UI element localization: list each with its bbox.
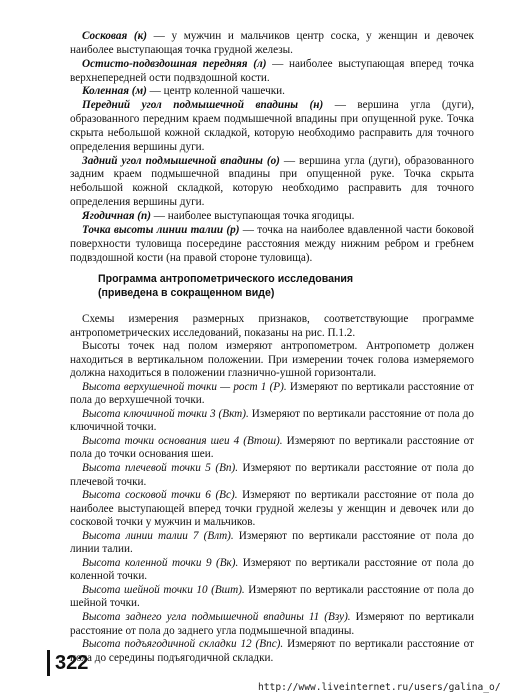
definition-term: Передний угол подмышечной впадины (н) xyxy=(82,99,324,112)
measurement-paragraph xyxy=(70,408,474,435)
measurement-paragraph xyxy=(70,584,474,611)
measurement-paragraph xyxy=(70,530,474,557)
measurement-term: Высота точки основания шеи 4 (Втош). xyxy=(82,434,283,447)
measurement-program xyxy=(70,313,474,665)
measurement-text: Измеряют по вертикали расстояние от пола до верхушечной точки. xyxy=(70,380,474,407)
measurement-paragraph xyxy=(70,611,474,638)
definition-text: — наиболее выступающая вперед точка верхнепередней ости подвздошной кости. xyxy=(70,57,474,84)
section-heading xyxy=(98,272,458,300)
definition-term: Остисто-подвздошная передняя (л) xyxy=(82,57,267,70)
definition-paragraph xyxy=(70,30,474,58)
definition-term: Ягодичная (п) xyxy=(82,209,151,222)
measurement-term: Высота подъягодичной складки 12 (Впс). xyxy=(82,638,284,651)
program-text: Высоты точек над полом измеряют антропометром. Антропометр должен находиться в вертикальном положении. При измерении точек голова измеряемого должна находиться в положении глазнично-ушной горизонтали. xyxy=(70,340,474,380)
definition-paragraph xyxy=(70,85,474,99)
definition-text: — точка на наиболее вдавленной части боковой поверхности туловища посередине расстояния между нижним ребром и гребнем подвздошной кости (на правой стороне туловища). xyxy=(70,223,474,264)
definition-paragraph xyxy=(70,210,474,224)
definition-text: — вершина угла (дуги), образованного задним краем подмышечной впадины при опущенной руке. Точка скрыта небольшой кожной складкой, которую необходимо расправить для точного определения вершины дуги. xyxy=(70,154,474,209)
program-paragraph xyxy=(70,340,474,381)
definition-paragraph xyxy=(70,99,474,154)
measurement-text: Измеряют по вертикали расстояние от пола до ключичной точки. xyxy=(70,407,474,434)
measurement-text: Измеряют по вертикали расстояние от пола до плечевой точки. xyxy=(70,462,474,488)
definition-term: Точка высоты линии талии (р) xyxy=(82,223,240,236)
measurement-text: Измеряют по вертикали расстояние от пола до шейной точки. xyxy=(70,583,474,610)
measurement-term: Высота ключичной точки 3 (Вкт). xyxy=(82,407,249,420)
point-definitions xyxy=(70,30,474,265)
program-text: Схемы измерения размерных признаков, соответствующие программе антропометрических исследований, показаны на рис. П.1.2. xyxy=(70,313,474,339)
definition-term: Задний угол подмышечной впадины (о) xyxy=(82,154,280,167)
section-heading-line: Программа антропометрического исследования xyxy=(98,273,354,285)
definition-text: — вершина угла (дуги), образованного передним краем подмышечной впадины при опущенной руке. Точка скрыта небольшой кожной складкой, которую необходимо расправить для точного определения вершины дуги. xyxy=(70,99,474,153)
definition-text: — центр коленной чашечки. xyxy=(146,85,285,98)
program-paragraph xyxy=(70,313,474,340)
measurement-term: Высота коленной точки 9 (Вк). xyxy=(82,556,239,569)
measurement-term: Высота верхушечной точки — рост 1 (Р). xyxy=(82,380,287,393)
measurement-text: Измеряют по вертикали расстояние от пола до коленной точки. xyxy=(70,556,474,583)
measurement-paragraph xyxy=(70,557,474,584)
measurement-paragraph xyxy=(70,489,474,530)
measurement-term: Высота линии талии 7 (Влт). xyxy=(82,529,234,542)
page-number: 322 xyxy=(55,652,89,674)
page-number-bar xyxy=(47,650,50,676)
definition-paragraph xyxy=(70,155,474,210)
measurement-text: Измеряют по вертикали расстояние от пола до середины подъягодичной складки. xyxy=(70,638,475,664)
measurement-paragraph xyxy=(70,462,474,489)
measurement-text: Измеряют по вертикали расстояние от пола до наиболее выступающей вперед точки грудной железы у женщин и девочек или до сосковой точки у мужчин и мальчиков. xyxy=(70,489,475,529)
measurement-paragraph xyxy=(70,638,474,665)
measurement-term: Высота заднего угла подмышечной впадины 11 (Взу). xyxy=(82,611,351,624)
definition-paragraph xyxy=(70,224,474,266)
measurement-text: Измеряют по вертикали расстояние от пола до точки основания шеи. xyxy=(70,434,474,461)
measurement-term: Высота шейной точки 10 (Вшт). xyxy=(82,583,245,596)
definition-text: — у мужчин и мальчиков центр соска, у женщин и девочек наиболее выступающая точка грудной железы. xyxy=(70,30,474,56)
measurement-paragraph xyxy=(70,435,474,462)
source-watermark: http://www.liveinternet.ru/users/galina_o/ xyxy=(258,682,501,693)
measurement-paragraph xyxy=(70,381,474,408)
measurement-term: Высота сосковой точки 6 (Вс). xyxy=(82,489,238,502)
measurement-text: Измеряют по вертикали расстояние от пола до заднего угла подмышечной впадины. xyxy=(70,611,474,637)
definition-paragraph xyxy=(70,58,474,86)
definition-text: — наиболее выступающая точка ягодицы. xyxy=(150,209,355,222)
definition-term: Коленная (м) xyxy=(82,85,147,98)
definition-term: Сосковая (к) xyxy=(82,30,147,42)
measurement-text: Измеряют по вертикали расстояние от пола до линии талии. xyxy=(70,529,475,556)
measurement-term: Высота плечевой точки 5 (Вп). xyxy=(82,462,239,475)
section-heading-subtitle: (приведена в сокращенном виде) xyxy=(98,287,275,299)
